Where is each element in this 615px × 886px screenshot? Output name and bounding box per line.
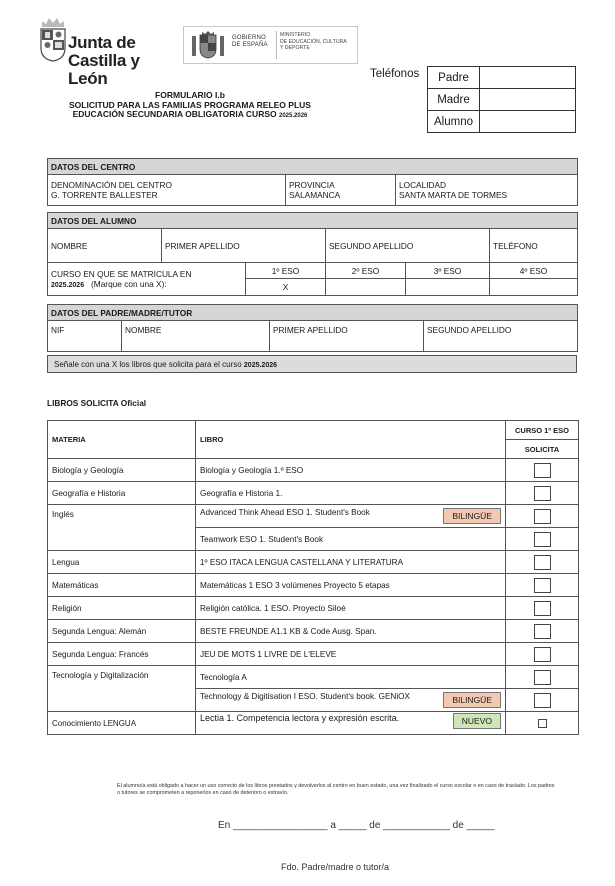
book-cell: JEU DE MOTS 1 LIVRE DE L'ELEVE <box>196 643 506 666</box>
form-level: EDUCACIÓN SECUNDARIA OBLIGATORIA CURSO 2025.2026 <box>72 109 308 119</box>
tutor-surname1-label: PRIMER APELLIDO <box>273 325 348 335</box>
course-mark-2[interactable] <box>326 279 406 296</box>
course-column-header: CURSO 1º ESO <box>506 421 579 440</box>
student-section-title: DATOS DEL ALUMNO <box>48 213 578 229</box>
form-id: FORMULARIO I.b <box>155 90 225 100</box>
form-year: 2025.2026 <box>279 113 308 119</box>
coat-of-arms-icon <box>40 28 66 62</box>
tutor-surname2-label: SEGUNDO APELLIDO <box>427 325 512 335</box>
tutor-name-label: NOMBRE <box>125 325 162 335</box>
request-checkbox[interactable] <box>534 509 551 524</box>
logo-separator <box>276 31 277 59</box>
tutor-nif-label: NIF <box>51 325 65 335</box>
signature-line: Fdo. Padre/madre o tutor/a <box>281 862 390 872</box>
course-mark-3[interactable] <box>406 279 490 296</box>
book-cell: Matemáticas 1 ESO 3 volúmenes Proyecto 5 etapas <box>196 574 506 597</box>
form-title <box>40 91 340 122</box>
book-cell: BESTE FREUNDE A1.1 KB & Code Ausg. Span. <box>196 620 506 643</box>
request-checkbox[interactable] <box>534 532 551 547</box>
legal-notice: El alumno/a está obligado a hacer un uso correcto de los libros prestados y devolverlos al centro en buen estado, una vez finalizado el curso escolar o en caso de traslado. Los padres o tutores se comprometen a reponerlos en caso de deterioro o extravío. <box>117 783 555 796</box>
tutor-surname1-field[interactable] <box>270 321 424 352</box>
phone-label-student: Alumno <box>428 111 480 133</box>
subject-cell: Conocimiento LENGUA <box>48 712 196 735</box>
request-checkbox[interactable] <box>534 578 551 593</box>
subject-cell: Lengua <box>48 551 196 574</box>
centre-data-table <box>47 158 578 206</box>
course-option-4: 4º ESO <box>490 263 578 279</box>
student-surname1-label: PRIMER APELLIDO <box>165 240 240 251</box>
province-value[interactable]: SALAMANCA <box>289 190 341 200</box>
government-name: GOBIERNO DE ESPAÑA <box>232 35 268 48</box>
phone-label-father: Padre <box>428 67 480 89</box>
table-row <box>48 505 579 528</box>
date-line: En _________________ a _____ de ____________ de _____ <box>218 820 495 831</box>
book-cell: NUEVO Lectia 1. Competencia lectora y expresión escrita. <box>196 712 506 735</box>
course-hint: 2025.2026 (Marque con una X): <box>51 279 167 289</box>
phone-field-mother[interactable] <box>480 89 576 111</box>
tutor-section-title: DATOS DEL PADRE/MADRE/TUTOR <box>48 305 578 321</box>
table-row <box>48 712 579 735</box>
subject-cell: Tecnología y Digitalización <box>48 666 196 712</box>
book-cell: Religión católica. 1 ESO. Proyecto Siloé <box>196 597 506 620</box>
locality-cell <box>396 175 578 206</box>
selection-notice: Señale con una X los libros que solicita para el curso 2025.2026 <box>47 355 577 373</box>
student-surname2-label: SEGUNDO APELLIDO <box>329 240 414 251</box>
request-checkbox[interactable] <box>534 463 551 478</box>
course-label-cell <box>48 263 246 296</box>
student-phone-label: TELÉFONO <box>493 240 538 251</box>
student-surname1-field[interactable] <box>162 229 326 263</box>
phones-label: Teléfonos <box>370 68 420 80</box>
books-table <box>47 420 579 735</box>
book-cell: BILINGÜE Technology & Digitisation I ESO. Student's book. GENiOX <box>196 689 506 712</box>
request-checkbox[interactable] <box>534 670 551 685</box>
student-name-label: NOMBRE <box>51 240 88 251</box>
phones-table <box>427 66 576 133</box>
bilingual-badge: BILINGÜE <box>443 692 501 708</box>
books-section-title: LIBROS SOLICITA Oficial <box>47 398 147 408</box>
course-mark-4[interactable] <box>490 279 578 296</box>
subject-cell: Segunda Lengua: Francés <box>48 643 196 666</box>
request-checkbox[interactable] <box>534 601 551 616</box>
table-row <box>48 597 579 620</box>
tutor-nif-field[interactable] <box>48 321 122 352</box>
table-row <box>48 459 579 482</box>
table-row <box>48 551 579 574</box>
course-mark-1[interactable]: X <box>246 279 326 296</box>
book-column-header: LIBRO <box>196 421 506 459</box>
jcyl-logo <box>36 16 166 88</box>
student-surname2-field[interactable] <box>326 229 490 263</box>
student-phone-field[interactable] <box>490 229 578 263</box>
form-subject: SOLICITUD PARA LAS FAMILIAS PROGRAMA RELEO PLUS <box>69 99 311 110</box>
spain-coat-of-arms-icon <box>188 30 228 60</box>
request-checkbox[interactable] <box>534 486 551 501</box>
phone-field-student[interactable] <box>480 111 576 133</box>
centre-name-value[interactable]: G. TORRENTE BALLESTER <box>51 190 158 200</box>
table-row <box>48 620 579 643</box>
subject-cell: Biología y Geología <box>48 459 196 482</box>
request-column-header: SOLICITA <box>506 440 579 459</box>
centre-section-title: DATOS DEL CENTRO <box>48 159 578 175</box>
request-checkbox[interactable] <box>534 647 551 662</box>
tutor-surname2-field[interactable] <box>424 321 578 352</box>
tutor-name-field[interactable] <box>122 321 270 352</box>
request-checkbox[interactable] <box>534 555 551 570</box>
student-data-table <box>47 212 578 296</box>
new-badge: NUEVO <box>453 713 501 729</box>
province-cell <box>286 175 396 206</box>
province-label: PROVINCIA <box>289 180 335 190</box>
course-option-2: 2º ESO <box>326 263 406 279</box>
book-cell: Tecnología A <box>196 666 506 689</box>
table-row <box>48 643 579 666</box>
table-row <box>48 666 579 689</box>
book-cell: BILINGÜE Advanced Think Ahead ESO 1. Student's Book <box>196 505 506 528</box>
book-cell: 1º ESO ITACA LENGUA CASTELLANA Y LITERATURA <box>196 551 506 574</box>
request-checkbox[interactable] <box>534 624 551 639</box>
student-name-field[interactable] <box>48 229 162 263</box>
book-cell: Biología y Geología 1.º ESO <box>196 459 506 482</box>
phone-field-father[interactable] <box>480 67 576 89</box>
locality-value[interactable]: SANTA MARTA DE TORMES <box>399 190 508 200</box>
subject-cell: Inglés <box>48 505 196 551</box>
centre-name-cell <box>48 175 286 206</box>
subject-cell: Matemáticas <box>48 574 196 597</box>
jcyl-wordmark: Junta de Castilla y León <box>68 33 140 88</box>
book-cell: Teamwork ESO 1. Student's Book <box>196 528 506 551</box>
table-row <box>48 482 579 505</box>
book-cell: Geografía e Historia 1. <box>196 482 506 505</box>
table-row <box>48 574 579 597</box>
tutor-data-table <box>47 304 578 352</box>
bilingual-badge: BILINGÜE <box>443 508 501 524</box>
government-logo <box>183 26 358 64</box>
course-option-1: 1º ESO <box>246 263 326 279</box>
phone-label-mother: Madre <box>428 89 480 111</box>
centre-name-label: DENOMINACIÓN DEL CENTRO <box>51 180 172 190</box>
course-year: 2025.2026 <box>51 282 85 289</box>
request-checkbox[interactable] <box>534 693 551 708</box>
notice-year: 2025.2026 <box>243 362 277 369</box>
crown-icon <box>40 16 66 28</box>
subject-cell: Segunda Lengua: Alemán <box>48 620 196 643</box>
course-label: CURSO EN QUE SE MATRICULA EN <box>51 269 192 279</box>
course-option-3: 3º ESO <box>406 263 490 279</box>
subject-cell: Geografía e Historia <box>48 482 196 505</box>
ministry-name: MINISTERIO DE EDUCACIÓN, CULTURA Y DEPORTE <box>280 32 347 51</box>
request-checkbox[interactable] <box>538 719 547 728</box>
subject-column-header: MATERIA <box>48 421 196 459</box>
subject-cell: Religión <box>48 597 196 620</box>
locality-label: LOCALIDAD <box>399 180 447 190</box>
